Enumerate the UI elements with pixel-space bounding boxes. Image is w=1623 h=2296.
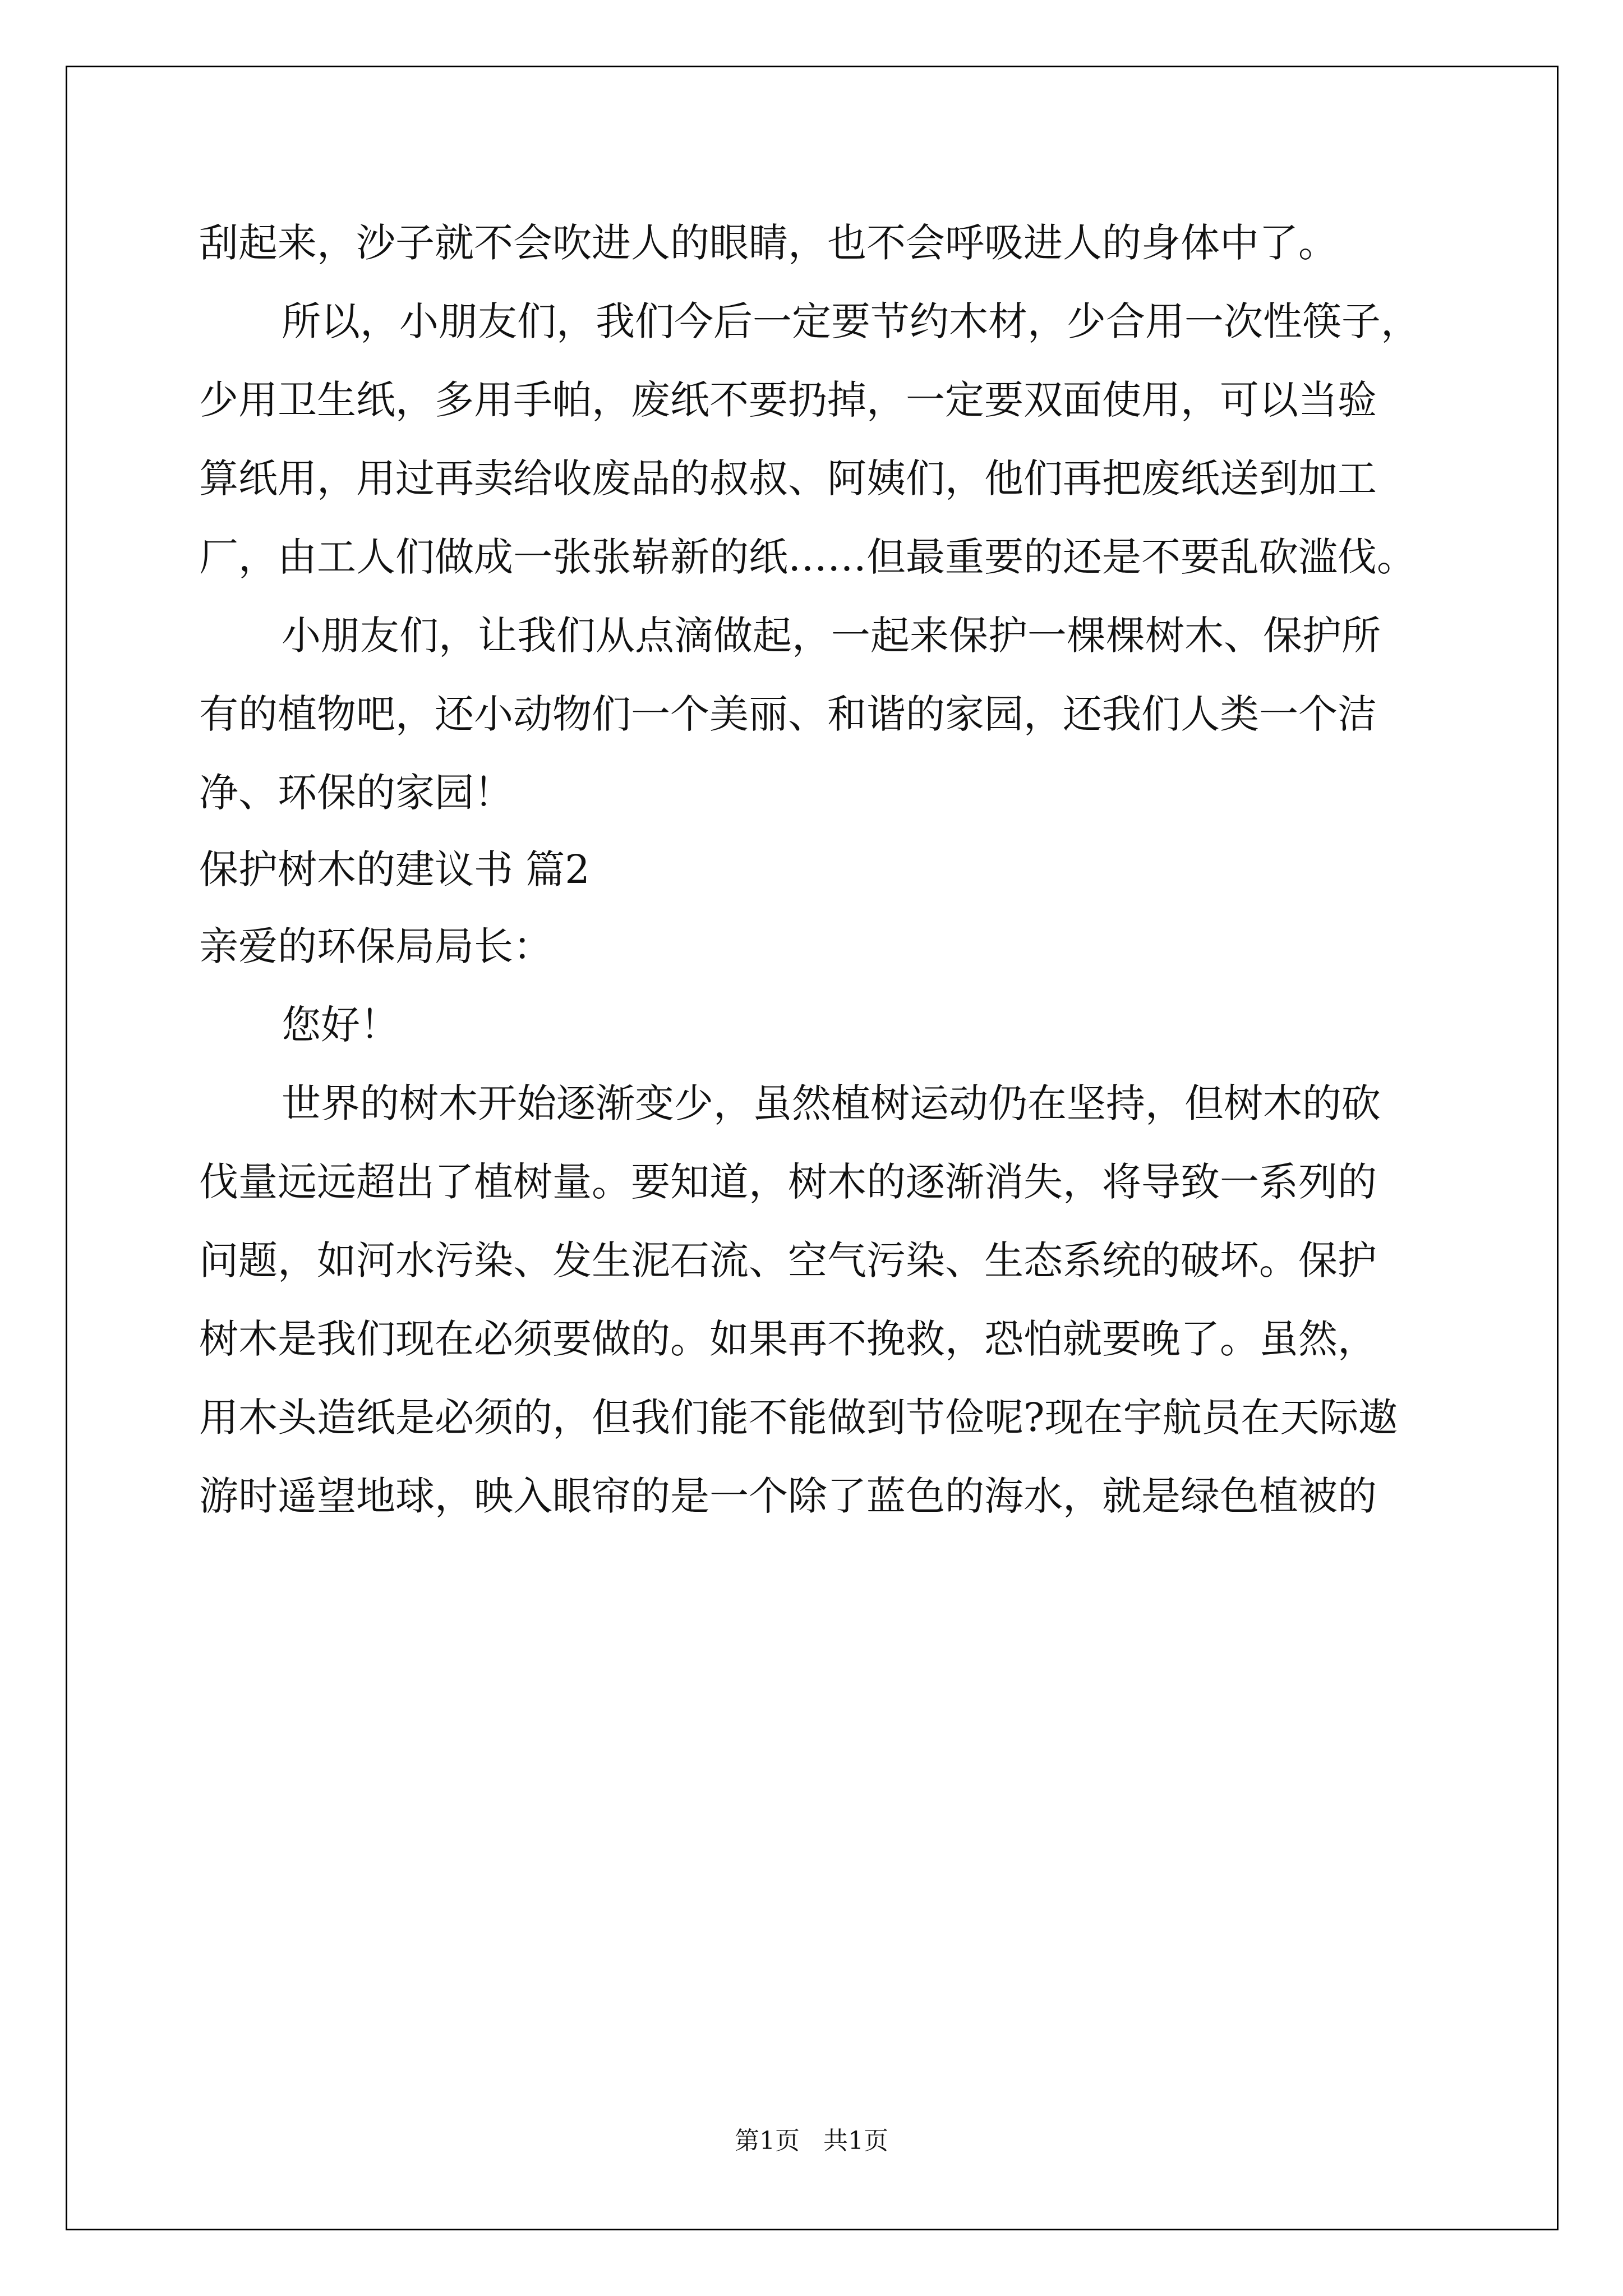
greeting: 您好！ (282, 1002, 399, 1048)
page-footer: 第1页 共1页 (735, 2127, 888, 2155)
paragraph-line: 算纸用，用过再卖给收废品的叔叔、阿姨们，他们再把废纸送到加工 (199, 455, 1377, 501)
paragraph-line: 有的植物吧，还小动物们一个美丽、和谐的家园，还我们人类一个洁 (199, 691, 1377, 737)
paragraph-line: 所以，小朋友们，我们今后一定要节约木材，少合用一次性筷子， (282, 298, 1420, 344)
paragraph-line: 游时遥望地球，映入眼帘的是一个除了蓝色的海水，就是绿色植被的 (199, 1473, 1377, 1519)
paragraph-line: 伐量远远超出了植树量。要知道，树木的逐渐消失，将导致一系列的 (199, 1159, 1377, 1205)
paragraph-line: 世界的树木开始逐渐变少，虽然植树运动仍在坚持，但树木的砍 (282, 1080, 1381, 1126)
paragraph-line: 少用卫生纸，多用手帕，废纸不要扔掉，一定要双面使用，可以当验 (199, 377, 1377, 423)
section-title: 保护树木的建议书 篇2 (199, 846, 590, 892)
paragraph-line: 树木是我们现在必须要做的。如果再不挽救，恐怕就要晚了。虽然， (199, 1316, 1377, 1362)
paragraph-line: 问题，如河水污染、发生泥石流、空气污染、生态系统的破坏。保护 (199, 1237, 1377, 1283)
paragraph-line: 用木头造纸是必须的，但我们能不能做到节俭呢?现在宇航员在天际遨 (199, 1395, 1398, 1441)
salutation: 亲爱的环保局局长： (199, 923, 552, 969)
paragraph-line: 厂，由工人们做成一张张崭新的纸……但最重要的还是不要乱砍滥伐。 (199, 534, 1416, 580)
paragraph-line: 刮起来，沙子就不会吹进人的眼睛，也不会呼吸进人的身体中了。 (199, 220, 1338, 266)
paragraph-line: 净、环保的家园！ (199, 770, 513, 816)
paragraph-line: 小朋友们，让我们从点滴做起，一起来保护一棵棵树木、保护所 (282, 613, 1381, 659)
